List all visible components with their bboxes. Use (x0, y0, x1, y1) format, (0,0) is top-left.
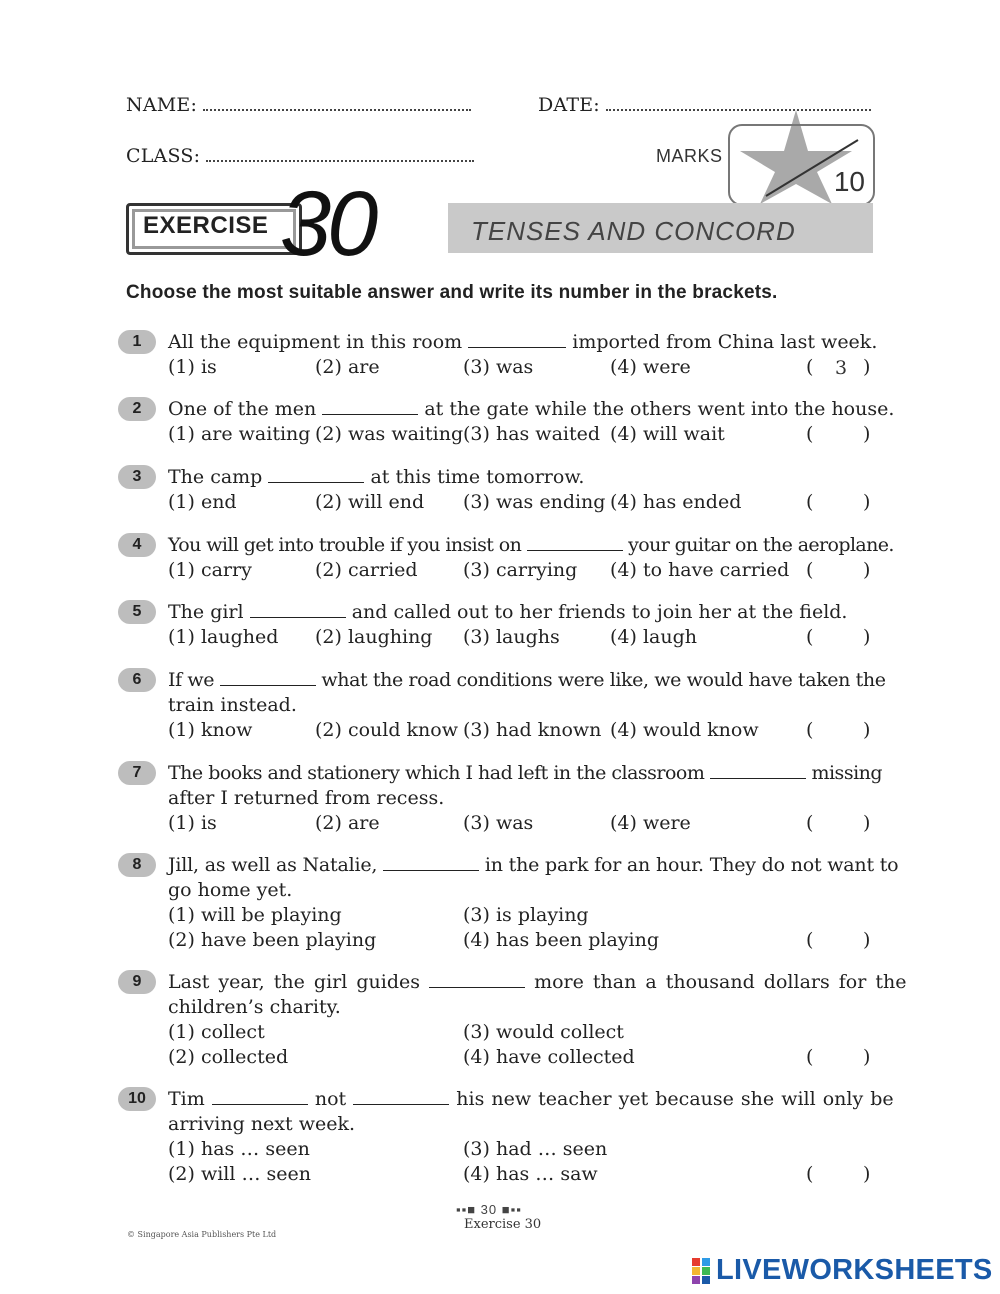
question-number-badge: 8 (118, 853, 156, 877)
option-1: (1) carry (168, 559, 252, 581)
option-1: (1) is (168, 356, 217, 378)
option-3: (3) was ending (463, 491, 606, 513)
copyright: © Singapore Asia Publishers Pte Ltd (127, 1230, 277, 1239)
bracket-close: ) (863, 929, 871, 951)
option-4: (4) has been playing (463, 929, 660, 951)
question-7-continued: after I returned from recess. (168, 787, 445, 809)
instruction: Choose the most suitable answer and write its number in the brackets. (126, 282, 778, 303)
q-text-post: your guitar on the aeroplane. (628, 534, 894, 556)
q-text-pre: Tim (168, 1088, 205, 1110)
answer-blank (710, 764, 806, 779)
exercise-label: EXERCISE (143, 212, 269, 239)
q-text-post: his new teacher yet because she will only be (456, 1088, 894, 1110)
bracket-close: ) (863, 491, 871, 513)
question-2-text (168, 397, 894, 421)
bracket-close: ) (863, 1046, 871, 1068)
q-text-post: and called out to her friends to join her at the field. (351, 601, 848, 623)
answer-blank (468, 333, 566, 348)
question-8-text (168, 853, 898, 877)
exercise-reference: Exercise 30 (464, 1217, 542, 1232)
answer-blank (322, 400, 418, 415)
marks-total: 10 (833, 166, 865, 197)
q-text-pre: One of the men (168, 398, 317, 420)
question-number-badge: 4 (118, 533, 156, 557)
bracket-open: ( (806, 491, 814, 513)
option-4: (4) will wait (610, 423, 725, 445)
question-10-text (168, 1087, 894, 1111)
answer-blank (429, 973, 525, 988)
option-2: (2) are (315, 356, 380, 378)
option-4: (4) were (610, 812, 691, 834)
question-number-badge: 10 (118, 1087, 156, 1111)
class-field (126, 145, 474, 167)
answer-blank (220, 671, 316, 686)
question-7-text (168, 761, 882, 785)
answer-blank (268, 468, 364, 483)
option-4: (4) would know (610, 719, 759, 741)
q-text-post: what the road conditions were like, we would have taken the (321, 669, 886, 691)
q-text-post: at the gate while the others went into the house. (424, 398, 895, 420)
option-4: (4) have collected (463, 1046, 635, 1068)
bracket-close: ) (863, 626, 871, 648)
bracket-open: ( (806, 356, 814, 378)
exercise-number: 30 (280, 173, 375, 275)
question-number-badge: 3 (118, 465, 156, 489)
question-10-continued: arriving next week. (168, 1113, 355, 1135)
option-1: (1) know (168, 719, 253, 741)
option-4: (4) laugh (610, 626, 697, 648)
option-2: (2) carried (315, 559, 418, 581)
option-1: (1) will be playing (168, 904, 342, 926)
answer-blank (250, 603, 346, 618)
question-number-badge: 7 (118, 761, 156, 785)
q-text-pre: You will get into trouble if you insist on (168, 534, 522, 556)
marks-label: MARKS (656, 146, 723, 166)
q-text-post: imported from China last week. (572, 331, 878, 353)
question-number-badge: 2 (118, 397, 156, 421)
option-3: (3) carrying (463, 559, 578, 581)
question-number-badge: 9 (118, 970, 156, 994)
bracket-open: ( (806, 929, 814, 951)
question-9-text (168, 970, 906, 994)
q-text-pre: All the equipment in this room (168, 331, 463, 353)
option-1: (1) are waiting (168, 423, 311, 445)
answer-input[interactable]: 3 (834, 357, 848, 379)
question-number-badge: 1 (118, 330, 156, 354)
bracket-open: ( (806, 1046, 814, 1068)
q-text-pre: Last year, the girl guides (168, 971, 420, 993)
question-5-text (168, 600, 847, 624)
q-text-pre: Jill, as well as Natalie, (168, 854, 378, 876)
q-text-mid: not (314, 1088, 347, 1110)
answer-blank (212, 1090, 308, 1105)
name-field (126, 94, 471, 116)
answer-blank (383, 856, 479, 871)
q-text-pre: The books and stationery which I had left in the classroom (168, 762, 705, 784)
question-6-continued: train instead. (168, 694, 297, 716)
bracket-close: ) (863, 423, 871, 445)
bracket-close: ) (863, 812, 871, 834)
question-8-continued: go home yet. (168, 879, 293, 901)
question-1-text (168, 330, 877, 354)
liveworksheets-brand[interactable]: LIVEWORKSHEETS (716, 1254, 993, 1286)
option-4: (4) has ended (610, 491, 742, 513)
topic-title: TENSES AND CONCORD (471, 216, 796, 246)
marks-box (728, 124, 875, 206)
page-number: ▪▪■ 30 ■▪▪ (456, 1202, 522, 1217)
option-3: (3) was (463, 356, 534, 378)
option-2: (2) have been playing (168, 929, 377, 951)
liveworksheets-logo-icon (692, 1258, 712, 1284)
question-number-badge: 6 (118, 668, 156, 692)
option-1: (1) has … seen (168, 1138, 310, 1160)
option-3: (3) had known (463, 719, 602, 741)
q-text-pre: If we (168, 669, 215, 691)
option-2: (2) could know (315, 719, 459, 741)
option-3: (3) had … seen (463, 1138, 608, 1160)
option-2: (2) collected (168, 1046, 289, 1068)
option-4: (4) has … saw (463, 1163, 598, 1185)
option-2: (2) will end (315, 491, 425, 513)
bracket-close: ) (863, 559, 871, 581)
question-4-text (168, 533, 894, 557)
option-3: (3) has waited (463, 423, 601, 445)
question-6-text (168, 668, 886, 692)
option-4: (4) were (610, 356, 691, 378)
class-label: CLASS: (126, 145, 201, 167)
option-2: (2) laughing (315, 626, 433, 648)
q-text-pre: The girl (168, 601, 244, 623)
option-3: (3) would collect (463, 1021, 624, 1043)
option-1: (1) is (168, 812, 217, 834)
answer-blank (353, 1090, 449, 1105)
q-text-post: at this time tomorrow. (370, 466, 585, 488)
bracket-open: ( (806, 423, 814, 445)
date-label: DATE: (538, 94, 600, 116)
option-1: (1) end (168, 491, 237, 513)
option-2: (2) was waiting (315, 423, 464, 445)
class-dotted-line[interactable] (206, 146, 474, 162)
question-9-continued: children’s charity. (168, 996, 341, 1018)
answer-blank (527, 536, 623, 551)
bracket-open: ( (806, 559, 814, 581)
bracket-open: ( (806, 812, 814, 834)
name-label: NAME: (126, 94, 198, 116)
option-1: (1) laughed (168, 626, 279, 648)
bracket-close: ) (863, 719, 871, 741)
option-3: (3) laughs (463, 626, 560, 648)
bracket-open: ( (806, 1163, 814, 1185)
option-3: (3) was (463, 812, 534, 834)
q-text-post: more than a thousand dollars for the (534, 971, 907, 993)
option-2: (2) will … seen (168, 1163, 312, 1185)
option-3: (3) is playing (463, 904, 589, 926)
question-3-text (168, 465, 584, 489)
bracket-close: ) (863, 356, 871, 378)
bracket-close: ) (863, 1163, 871, 1185)
q-text-post: missing (811, 762, 883, 784)
q-text-pre: The camp (168, 466, 263, 488)
option-4: (4) to have carried (610, 559, 790, 581)
option-1: (1) collect (168, 1021, 265, 1043)
q-text-post: in the park for an hour. They do not want to (484, 854, 899, 876)
name-dotted-line[interactable] (203, 95, 471, 111)
question-number-badge: 5 (118, 600, 156, 624)
bracket-open: ( (806, 626, 814, 648)
bracket-open: ( (806, 719, 814, 741)
option-2: (2) are (315, 812, 380, 834)
